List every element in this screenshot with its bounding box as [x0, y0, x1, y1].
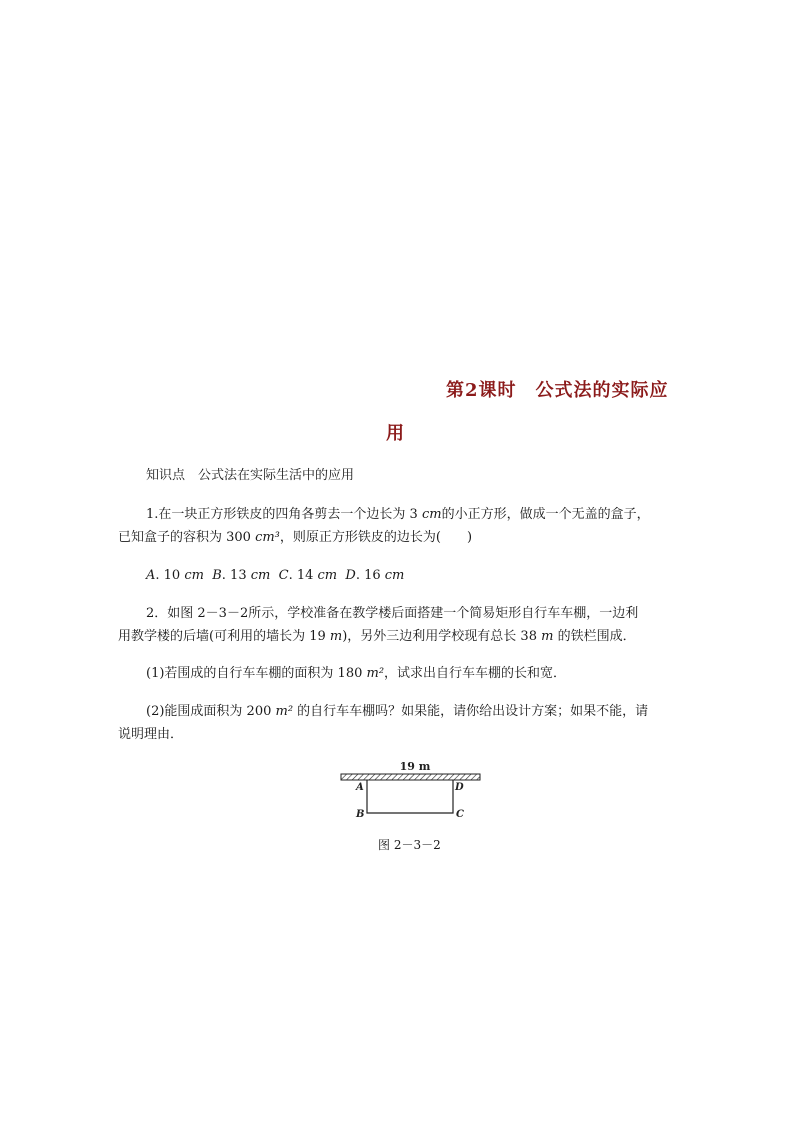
point-b-label: B	[356, 809, 365, 820]
option-d-unit: cm	[384, 568, 405, 583]
q1-text-b: 的小正方形，做成一个无盖的盒子，	[441, 507, 650, 522]
option-b-label: B	[212, 568, 222, 583]
q1-text-d: ，则原正方形铁皮的边长为( )	[279, 530, 473, 545]
q2-text-c: 的铁栏围成．	[553, 629, 636, 644]
question-1-options	[146, 566, 404, 586]
q2-p1-text-b: ，试求出自行车车棚的长和宽．	[384, 666, 567, 681]
option-c-text: . 14	[288, 568, 318, 583]
bike-shed-figure	[335, 757, 495, 827]
lesson-title-line2: 用	[386, 423, 405, 444]
q2-unit-m-1: m	[329, 629, 343, 644]
question-2-part-1	[146, 664, 566, 684]
option-d-text: . 16	[355, 568, 385, 583]
q2-p1-text-a: (1)若围成的自行车车棚的面积为 180	[146, 666, 367, 681]
q2-p1-unit: m²	[366, 666, 385, 681]
point-a-label: A	[356, 782, 364, 793]
question-2-line2	[118, 627, 636, 647]
lesson-title-line1: 第2课时 公式法的实际应	[446, 380, 669, 401]
q2-unit-m-2: m	[541, 629, 554, 644]
question-1-line2	[118, 528, 472, 548]
question-2-line1: 2．如图 2－3－2所示，学校准备在教学楼后面搭建一个简易矩形自行车车棚，一边利	[146, 606, 639, 621]
q1-text-a: 1.在一块正方形铁皮的四角各剪去一个边长为 3	[146, 507, 422, 522]
question-2-part-2-line2: 说明理由．	[118, 727, 184, 742]
option-a-label: A	[146, 568, 156, 583]
figure-caption: 图 2－3－2	[378, 838, 441, 852]
option-b-text: . 13	[221, 568, 251, 583]
q2-text-b: )，另外三边利用学校现有总长 38	[342, 629, 542, 644]
q2-p2-text-b: 的自行车车棚吗？如果能，请你给出设计方案；如果不能，请	[293, 704, 649, 719]
question-2-part-2-line1	[146, 702, 648, 722]
question-1-line1	[146, 505, 650, 525]
point-c-label: C	[456, 809, 464, 820]
option-c-label: C	[278, 568, 289, 583]
wall-length-label: 19 m	[399, 760, 431, 773]
q2-p2-unit: m²	[275, 704, 294, 719]
point-d-label: D	[455, 782, 464, 793]
option-a-unit: cm	[184, 568, 204, 583]
option-c-unit: cm	[317, 568, 338, 583]
q2-text-a: 用教学楼的后墙(可利用的墙长为 19	[118, 629, 330, 644]
option-a-text: . 10	[155, 568, 185, 583]
q1-unit-cm: cm	[421, 507, 442, 522]
option-d-label: D	[345, 568, 356, 583]
knowledge-point-heading: 知识点 公式法在实际生活中的应用	[146, 468, 355, 483]
wall-hatched-bar	[341, 774, 480, 780]
q2-p2-text-a: (2)能围成面积为 200	[146, 704, 276, 719]
q1-text-c: 已知盒子的容积为 300	[118, 530, 256, 545]
q1-unit-cm3: cm³	[255, 530, 280, 545]
shed-rectangle	[367, 780, 453, 813]
option-b-unit: cm	[250, 568, 271, 583]
